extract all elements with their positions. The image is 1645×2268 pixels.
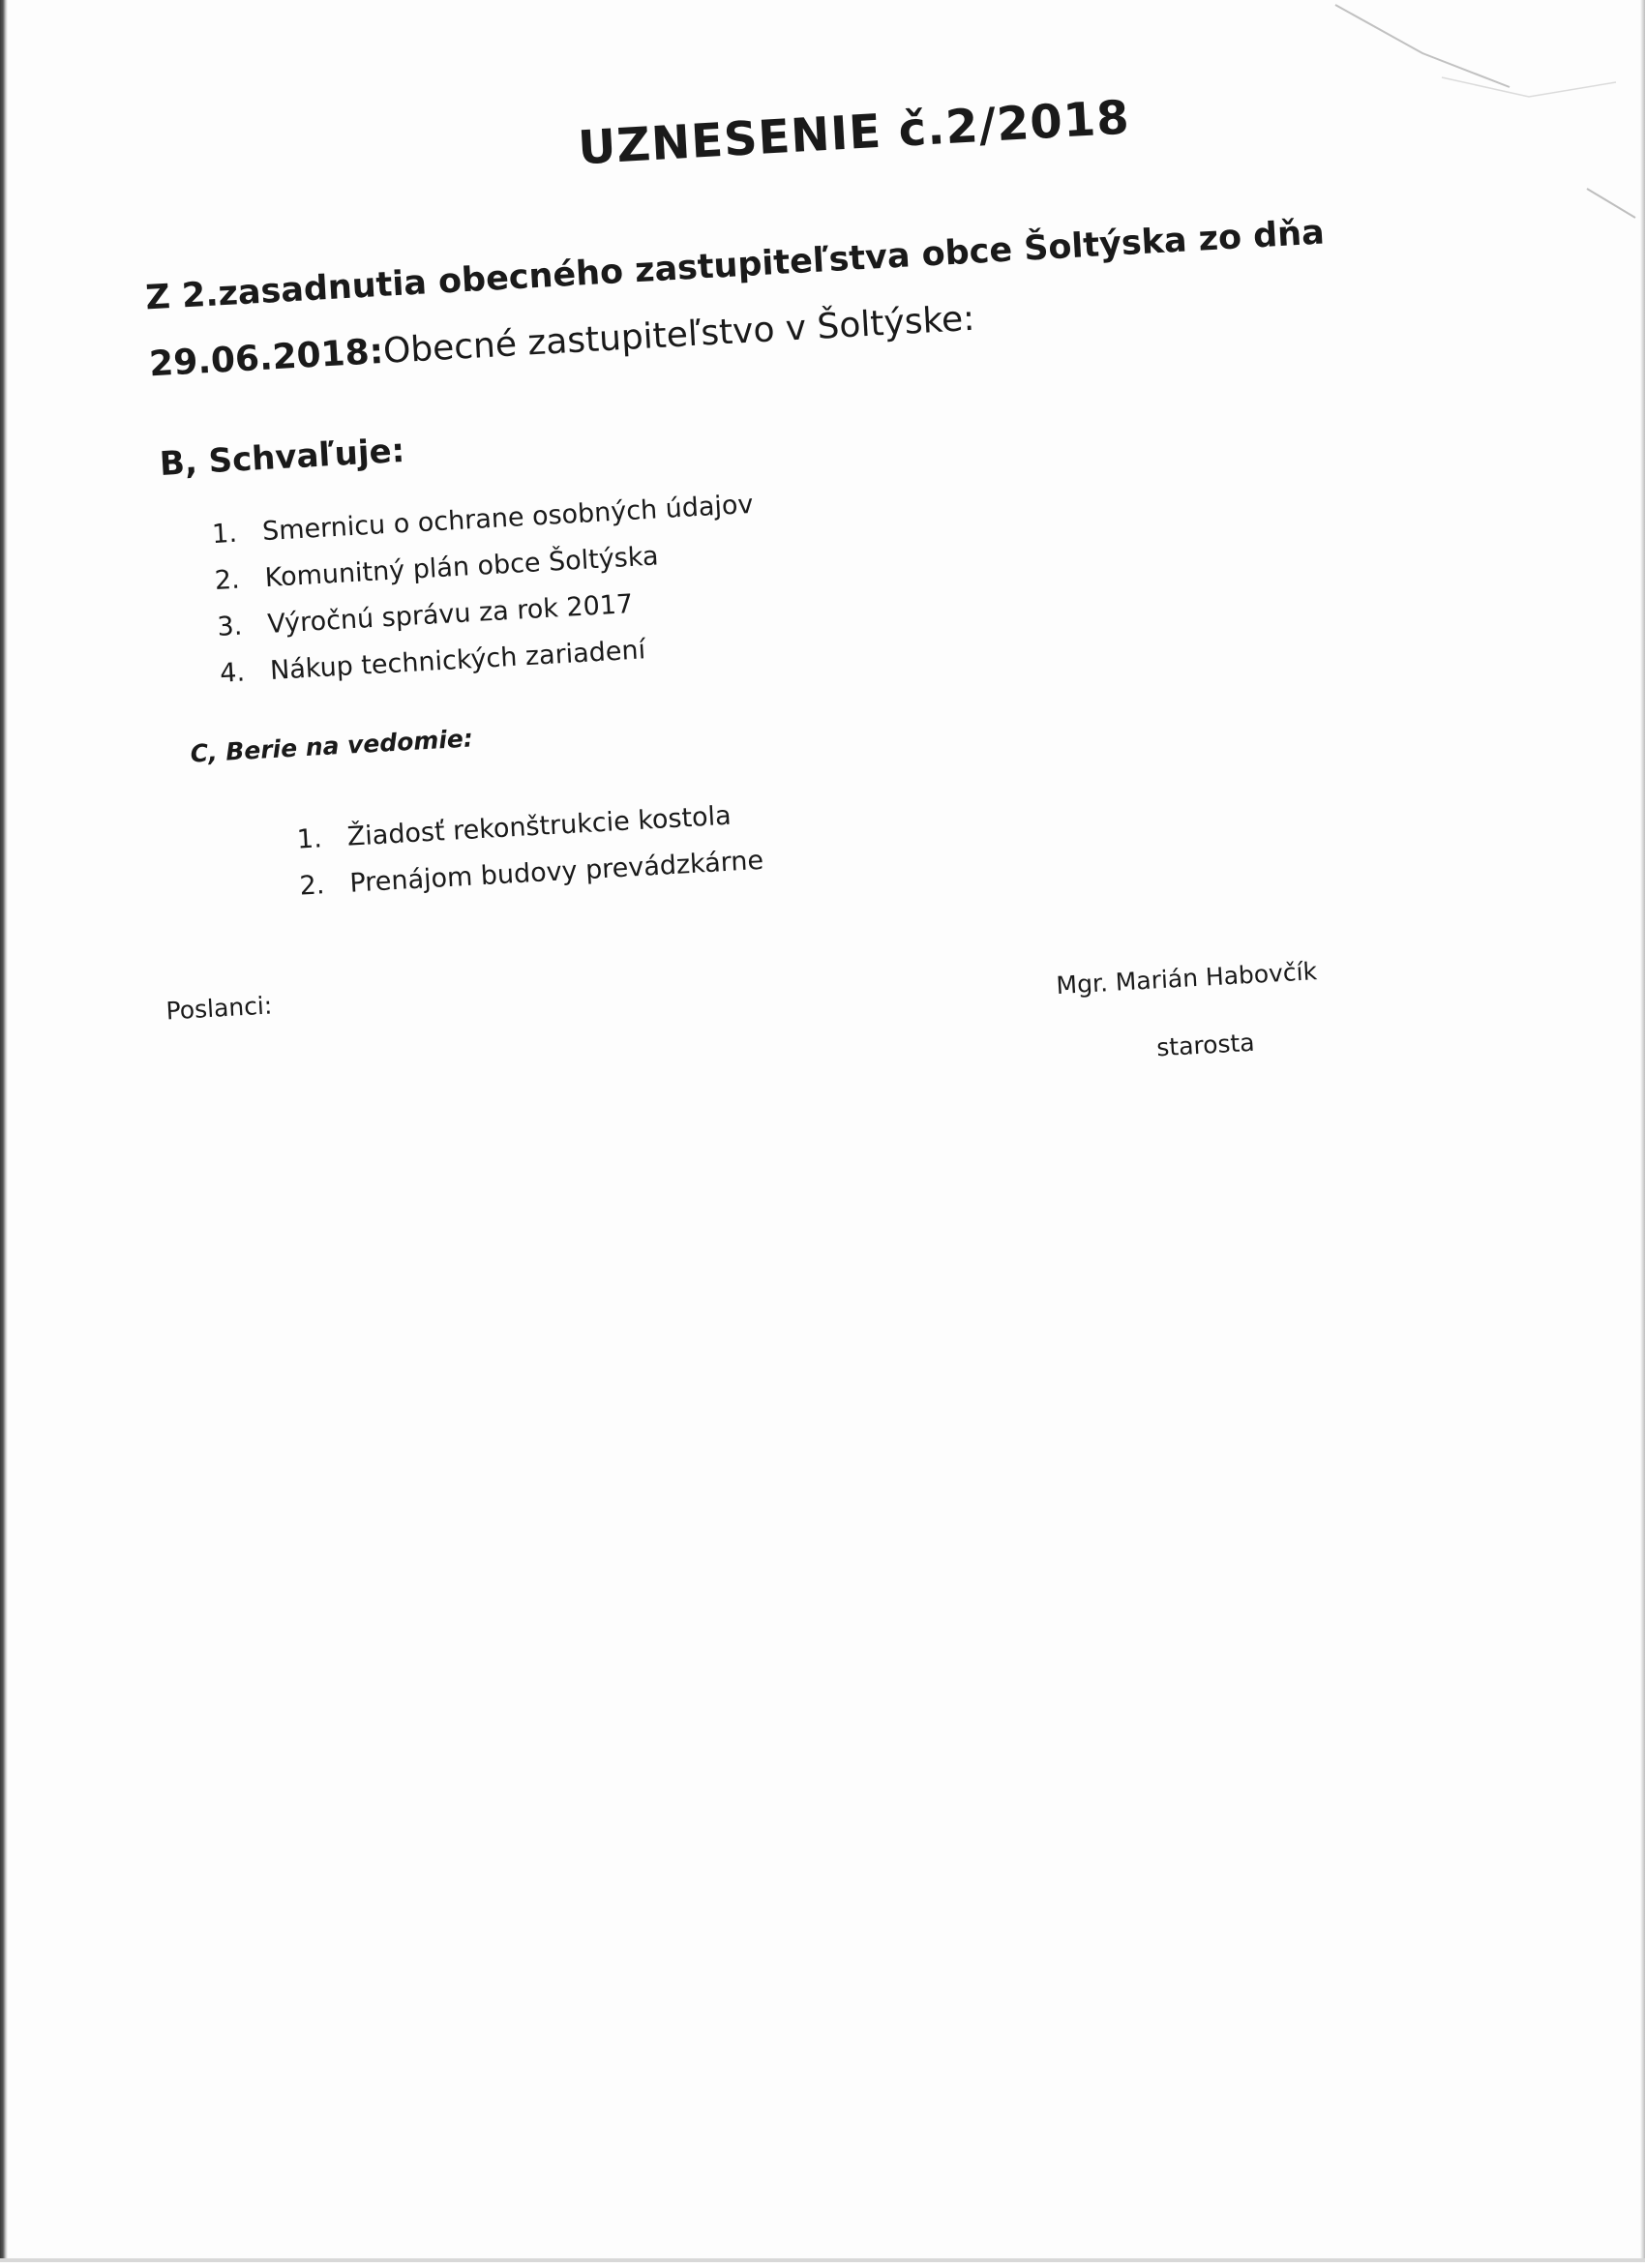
- session-date: 29.06.2018:: [148, 331, 385, 385]
- list-item-text: Nákup technických zariadení: [269, 635, 646, 686]
- list-item-text: Komunitný plán obce Šoltýska: [263, 541, 660, 594]
- list-item-number: 2.: [298, 870, 326, 902]
- list-item-number: 1.: [296, 823, 323, 855]
- section-c-heading: C, Berie na vedomie:: [189, 724, 474, 768]
- deputies-label: Poslanci:: [164, 991, 273, 1026]
- noted-items-list: [296, 799, 765, 918]
- signatory-name: Mgr. Marián Habovčík: [1055, 957, 1318, 1000]
- session-heading: Z 2.zasadnutia obecného zastupiteľstva obce Šoltýska zo dňa: [144, 213, 1326, 318]
- list-item-text: Žiadosť rekonštrukcie kostola: [345, 800, 733, 852]
- list-item-text: Výročnú správu za rok 2017: [266, 588, 634, 641]
- list-item-number: 1.: [211, 518, 238, 551]
- signatory-role: starosta: [1155, 1028, 1256, 1062]
- list-item-number: 3.: [216, 611, 244, 642]
- list-item-number: 2.: [214, 564, 241, 596]
- council-intro: Obecné zastupiteľstvo v Šoltýske:: [381, 298, 976, 372]
- list-item-text: Smernicu o ochrane osobných údajov: [261, 489, 755, 548]
- session-date-line: [148, 299, 975, 385]
- list-item-text: Prenájom budovy prevádzkárne: [348, 845, 764, 899]
- document-title: UZNESENIE č.2/2018: [576, 90, 1132, 176]
- section-b-heading: B, Schvaľuje:: [158, 431, 406, 484]
- list-item-number: 4.: [219, 657, 246, 689]
- approved-items-list: [211, 490, 763, 705]
